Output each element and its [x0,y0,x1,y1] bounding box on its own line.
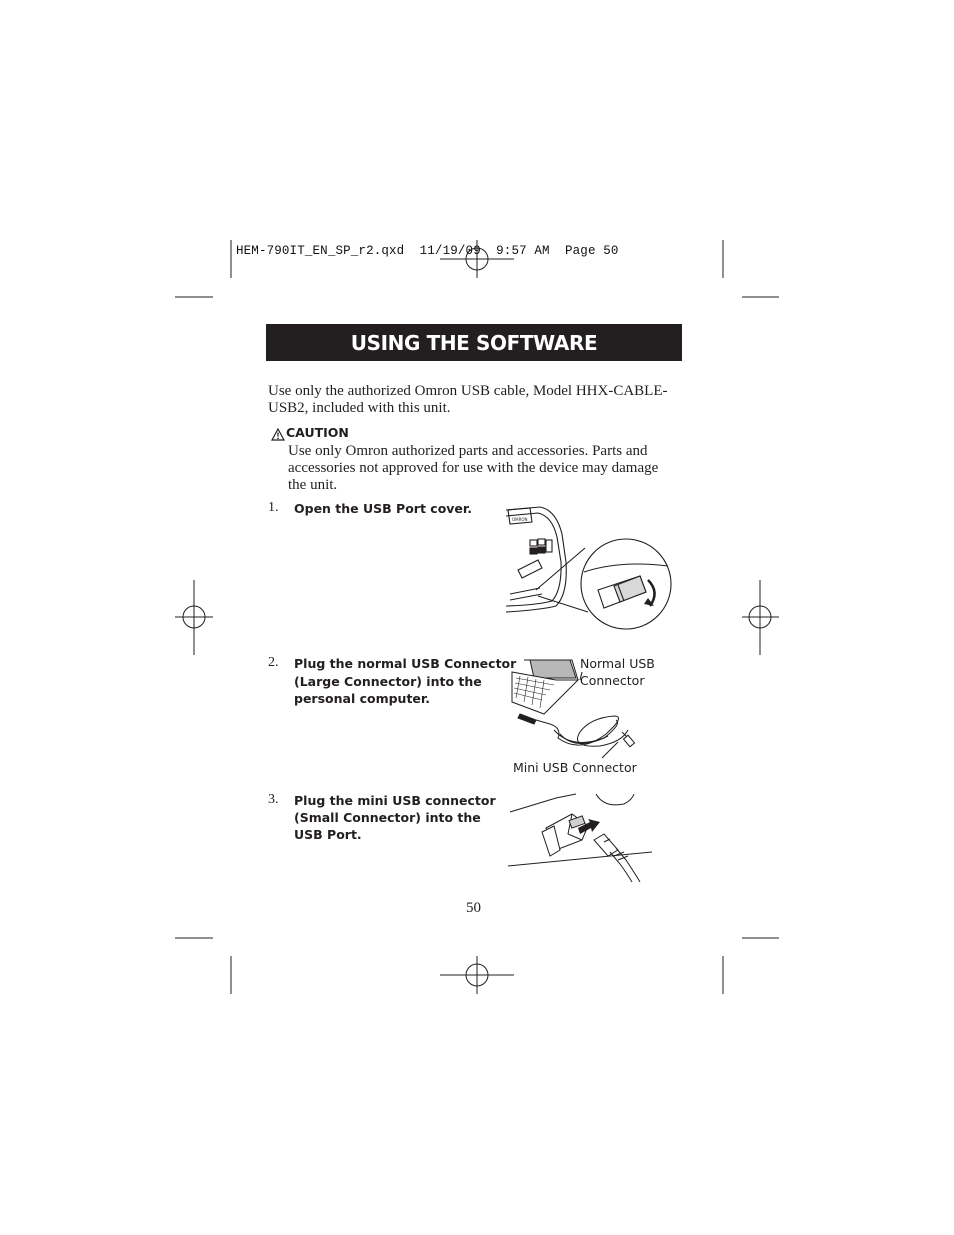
device-brand-text: OMRON [512,517,528,522]
caution-heading: CAUTION [286,425,349,440]
page-number: 50 [466,900,481,916]
step-3-text-line-3: USB Port. [294,827,362,842]
step-2-text-line-1: Plug the normal USB Connector [294,656,517,671]
step-3-text-line-1: Plug the mini USB connector [294,793,496,808]
step-2-number: 2. [268,655,279,670]
usb-port-cover-illustration [500,502,680,637]
file-slug: HEM-790IT_EN_SP_r2.qxd 11/19/09 9:57 AM Page 50 [236,244,619,258]
mini-usb-port-illustration [506,792,656,892]
step-3-text-line-2: (Small Connector) into the [294,810,481,825]
normal-usb-label-line-2: Connector [580,673,645,688]
normal-usb-label-line-1: Normal USB [580,656,655,671]
warning-triangle-icon [271,428,285,441]
section-banner [266,324,682,361]
step-3-number: 3. [268,792,279,807]
mini-usb-label: Mini USB Connector [513,760,637,775]
caution-line-1: Use only Omron authorized parts and accessories. Parts and [288,443,648,459]
caution-line-2: accessories not approved for use with the device may damage [288,460,659,476]
intro-line-2: USB2, included with this unit. [268,400,451,416]
page-title: USING THE SOFTWARE [350,330,598,355]
step-2-text-line-3: personal computer. [294,691,431,706]
caution-line-3: the unit. [288,477,338,493]
step-1-number: 1. [268,500,279,515]
step-2-text-line-2: (Large Connector) into the [294,674,482,689]
step-1-text: Open the USB Port cover. [294,501,473,516]
intro-line-1: Use only the authorized Omron USB cable, Model HHX-CABLE- [268,383,668,399]
